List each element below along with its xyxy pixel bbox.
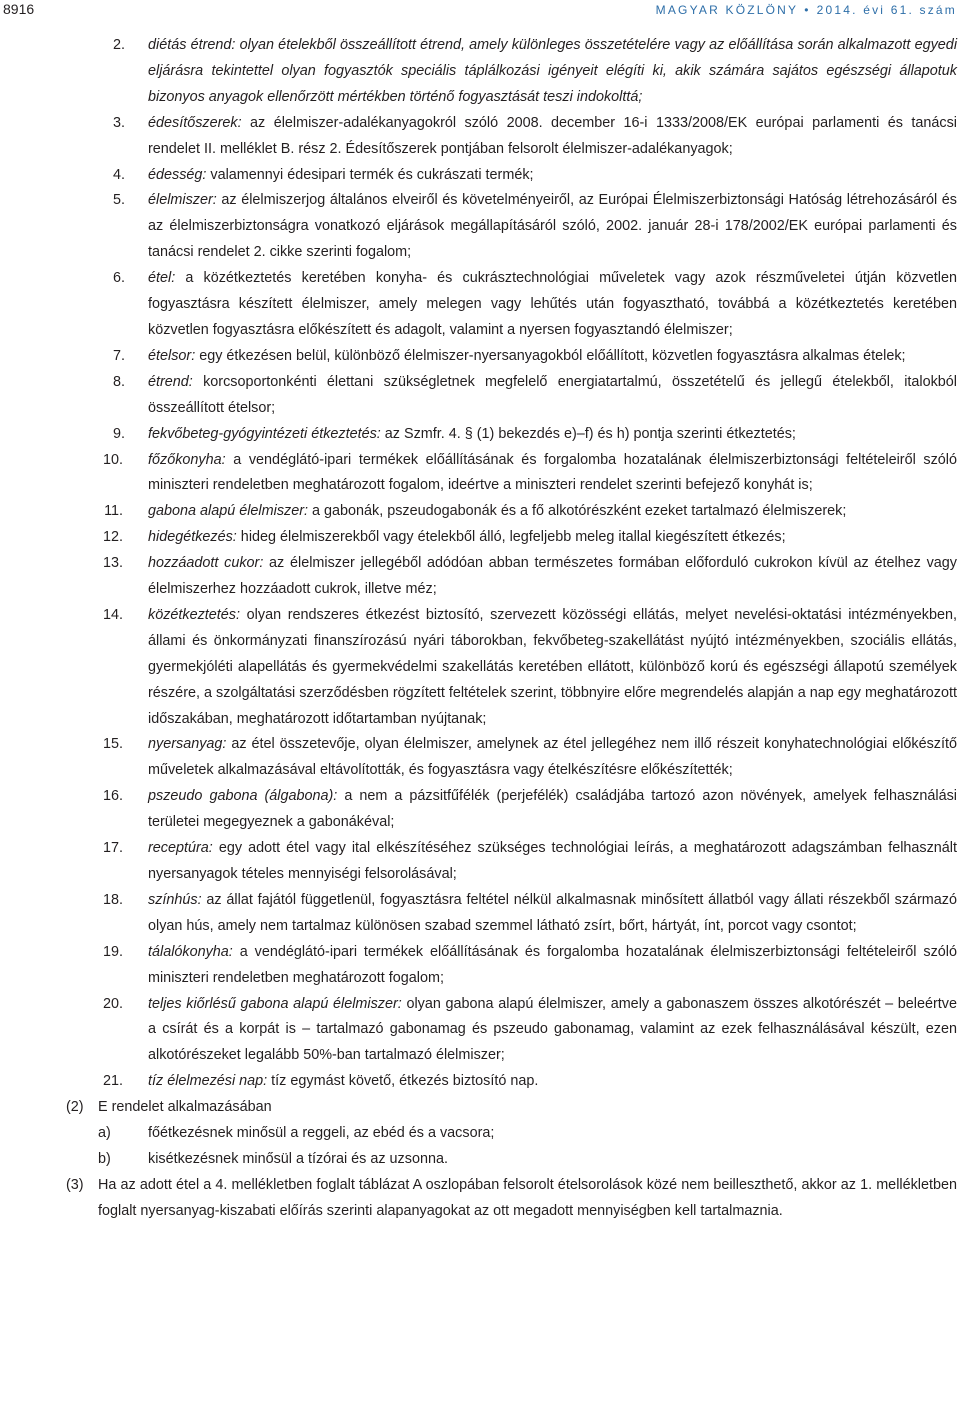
definition-item: [0, 370, 960, 422]
definition-item: [0, 992, 960, 1070]
definition-number: 16.: [102, 788, 123, 805]
definition-number: 9.: [112, 425, 125, 442]
definition-number: 20.: [102, 995, 123, 1012]
paragraph-number: (3): [66, 1176, 84, 1193]
definition-text: olyan rendszeres étkezést biztosító, szervezett közösségi ellátás, melyet nevelési-oktatási intézményekben, állami és önkormányzati finanszírozású nyári táborokban, fekvőbeteg-szakellátást nyújtó intézményekben, szociális ellátás, gyermekjóléti alapellátás és gyermekvédelmi szakellátás keretében ellátott, különböző korú és egészségi állapotú személyek részére, a szolgáltatási szerződésben rögzített feltételek szerint, többnyire előre megrendelés alapján a nap egy meghatározott időszakában, meghatározott időtartamban nyújtanak;: [148, 606, 957, 727]
running-head: [656, 3, 957, 17]
definition-number: 13.: [102, 555, 123, 572]
paragraph-3: [0, 1173, 960, 1225]
definition-number: 15.: [102, 736, 123, 753]
definition-number: 12.: [102, 529, 123, 546]
paragraph-2: [0, 1095, 960, 1121]
journal-title: MAGYAR KÖZLÖNY: [655, 3, 799, 17]
definition-text: tíz egymást követő, étkezés biztosító nap.: [267, 1073, 539, 1090]
definition-term: hidegétkezés:: [148, 529, 237, 546]
definition-text: olyan ételekből összeállított étrend, amely különleges összetételére vagy az előállítása során alkalmazott egyedi eljárásra tekintettel olyan fogyasztók speciális táplálkozási igényeit elégíti ki, akik számára sajátos egészségi állapotuk bizonyos anyagok ellenőrzött mértékben történő fogyasztását teszi indokolttá;: [148, 37, 958, 105]
definition-number: 2.: [112, 37, 125, 53]
definition-term: teljes kiőrlésű gabona alapú élelmiszer:: [148, 995, 402, 1012]
paragraph-text: E rendelet alkalmazásában: [98, 1099, 272, 1116]
definition-item: [0, 551, 960, 603]
definition-term: édesség:: [148, 166, 207, 183]
definition-item: [0, 888, 960, 940]
page-number: 8916: [3, 1, 35, 17]
definition-term: diétás étrend:: [148, 37, 236, 53]
definition-number: 19.: [102, 943, 123, 960]
paragraph-number: (2): [66, 1099, 84, 1116]
definition-term: tálalókonyha:: [148, 943, 233, 960]
definition-text: az élelmiszer jellegéből adódóan abban természetes formában előforduló cukrokon kívül az ételhez vagy élelmiszerhez hozzáadott cukrok, illetve méz;: [148, 555, 957, 598]
definition-number: 5.: [112, 192, 125, 209]
definition-term: tíz élelmezési nap:: [148, 1073, 268, 1090]
definition-number: 18.: [102, 891, 123, 908]
definition-item: [0, 836, 960, 888]
document-body: [0, 33, 960, 1225]
definition-text: valamennyi édesipari termék és cukrászati termék;: [206, 166, 534, 183]
page-header: [0, 0, 960, 22]
definition-number: 7.: [112, 347, 125, 364]
definition-term: színhús:: [148, 891, 202, 908]
definition-text: az Szmfr. 4. § (1) bekezdés e)–f) és h) pontja szerinti étkeztetés;: [380, 425, 796, 442]
definition-number: 6.: [112, 270, 125, 287]
definition-list: [0, 33, 960, 1095]
definition-item: [0, 422, 960, 448]
definition-text: a vendéglátó-ipari termékek előállításának és forgalomba hozatalának élelmiszerbiztonsági feltételeiről szóló miniszteri rendeletben meghatározott fogalom, ideértve a miniszteri rendelet szerinti befejező konyhát is;: [148, 451, 957, 494]
definition-term: főzőkonyha:: [148, 451, 226, 468]
definition-term: étrend:: [148, 373, 193, 390]
sub-item-letter: b): [98, 1150, 111, 1167]
definition-term: élelmiszer:: [148, 192, 217, 209]
definition-item: [0, 499, 960, 525]
sub-item-text: főétkezésnek minősül a reggeli, az ebéd és a vacsora;: [148, 1125, 495, 1142]
sub-item-text: kisétkezésnek minősül a tízórai és az uzsonna.: [148, 1150, 448, 1167]
definition-text: a nem a pázsitfűfélék (perjefélék) családjába tartozó azon növények, amelyek felhasználási területei megegyeznek a gabonákéval;: [148, 788, 957, 831]
sub-item: [0, 1147, 960, 1173]
definition-number: 11.: [104, 503, 123, 520]
definition-item: [0, 33, 960, 111]
definition-item: [0, 940, 960, 992]
definition-item: [0, 1069, 960, 1095]
definition-item: [0, 732, 960, 784]
separator-bullet: •: [804, 3, 811, 17]
definition-item: [0, 163, 960, 189]
definition-number: 21.: [102, 1073, 123, 1090]
sub-item-letter: a): [98, 1125, 111, 1142]
issue-label: 2014. évi 61. szám: [816, 3, 957, 17]
definition-item: [0, 266, 960, 344]
definition-number: 3.: [112, 114, 125, 131]
definition-item: [0, 344, 960, 370]
definition-text: olyan gabona alapú élelmiszer, amely a gabonaszem összes alkotórészét – beleértve a csírát és a korpát is – tartalmazó gabonamag és pszeudo gabonamag, valamint az ezek felhasználásával készült, ezen alkotórészeket legalább 50%-ban tartalmazó élelmiszer;: [148, 995, 957, 1064]
definition-term: ételsor:: [148, 347, 196, 364]
sub-item: [0, 1121, 960, 1147]
definition-text: az állat fajától függetlenül, fogyasztásra feltétel nélkül alkalmasnak minősített állatból vagy állati részekből származó olyan hús, amely nem tartalmaz különösen szabad szemmel látható zsírt, bőrt, hártyát, ínt, porcot vagy csontot;: [148, 891, 957, 934]
definition-term: fekvőbeteg-gyógyintézeti étkeztetés:: [148, 425, 381, 442]
definition-term: nyersanyag:: [148, 736, 227, 753]
definition-item: [0, 603, 960, 733]
definition-item: [0, 784, 960, 836]
definition-number: 14.: [102, 606, 123, 623]
definition-text: hideg élelmiszerekből vagy ételekből álló, legfeljebb meleg itallal kiegészített étkezés;: [236, 529, 786, 546]
definition-text: az élelmiszerjog általános elveiről és követelményeiről, az Európai Élelmiszerbiztonsági Hatóság létrehozásáról és az élelmiszerbiztonságra vonatkozó eljárások megállapításáról szóló, 2002. január 28-i 178/2002/EK európai parlamenti és tanácsi rendelet 2. cikke szerinti fogalom;: [148, 192, 957, 261]
definition-text: korcsoportonkénti élettani szükségletnek megfelelő energiatartalmú, összetételű és jellegű ételekből, italokból összeállított ételsor;: [148, 373, 957, 416]
definition-number: 17.: [102, 840, 123, 857]
definition-item: [0, 525, 960, 551]
definition-text: a közétkeztetés keretében konyha- és cukrásztechnológiai műveletek vagy azok részműveletei útján közvetlen fogyasztásra készített élelmiszer, amely melegen vagy lehűtés után fogyasztható, továbbá a közétkeztetés keretében közvetlen fogyasztásra előkészített és adagolt, valamint a nyersen fogyasztandó élelmiszer;: [148, 270, 957, 338]
definition-item: [0, 448, 960, 500]
definition-term: étel:: [148, 270, 176, 287]
definition-number: 4.: [112, 166, 125, 183]
definition-text: egy adott étel vagy ital elkészítéséhez szükséges technológiai leírás, a meghatározott adagszámban felhasznált nyersanyagok tételes mennyiségi felsorolásával;: [148, 840, 957, 882]
definition-text: egy étkezésen belül, különböző élelmiszer-nyersanyagokból előállított, közvetlen fogyasztásra alkalmas ételek;: [195, 347, 906, 364]
definition-text: az élelmiszer-adalékanyagokról szóló 2008. december 16-i 1333/2008/EK európai parlamenti és tanácsi rendelet II. melléklet B. rész 2. Édesítőszerek pontjában felsorolt élelmiszer-adalékanyagok;: [148, 114, 957, 157]
paragraph-text: Ha az adott étel a 4. mellékletben foglalt táblázat A oszlopában felsorolt ételsorolások közé nem beilleszthető, akkor az 1. mellékletben foglalt nyersanyag-kiszabati előírás szerinti alapanyagokat az ott megadott mennyiségben kell tartalmaznia.: [98, 1176, 957, 1219]
definition-term: receptúra:: [148, 840, 213, 857]
definition-term: hozzáadott cukor:: [148, 555, 264, 572]
definition-term: gabona alapú élelmiszer:: [148, 503, 308, 520]
definition-text: a gabonák, pszeudogabonák és a fő alkotórészként ezeket tartalmazó élelmiszerek;: [308, 503, 847, 520]
definition-number: 10.: [102, 451, 123, 468]
definition-item: [0, 111, 960, 163]
definition-item: [0, 188, 960, 266]
definition-number: 8.: [112, 373, 125, 390]
definition-text: az étel összetevője, olyan élelmiszer, amelynek az étel jellegéhez nem illő részeit konyhatechnológiai előkészítő műveletek alkalmazásával eltávolították, és fogyasztásra vagy ételkészítésre előkészítették;: [148, 736, 957, 779]
definition-term: közétkeztetés:: [148, 606, 240, 623]
definition-term: édesítőszerek:: [148, 114, 242, 131]
definition-term: pszeudo gabona (álgabona):: [148, 788, 338, 805]
definition-text: a vendéglátó-ipari termékek előállításának és forgalomba hozatalának élelmiszerbiztonsági feltételeiről szóló miniszteri rendeletben meghatározott fogalom;: [148, 943, 957, 986]
